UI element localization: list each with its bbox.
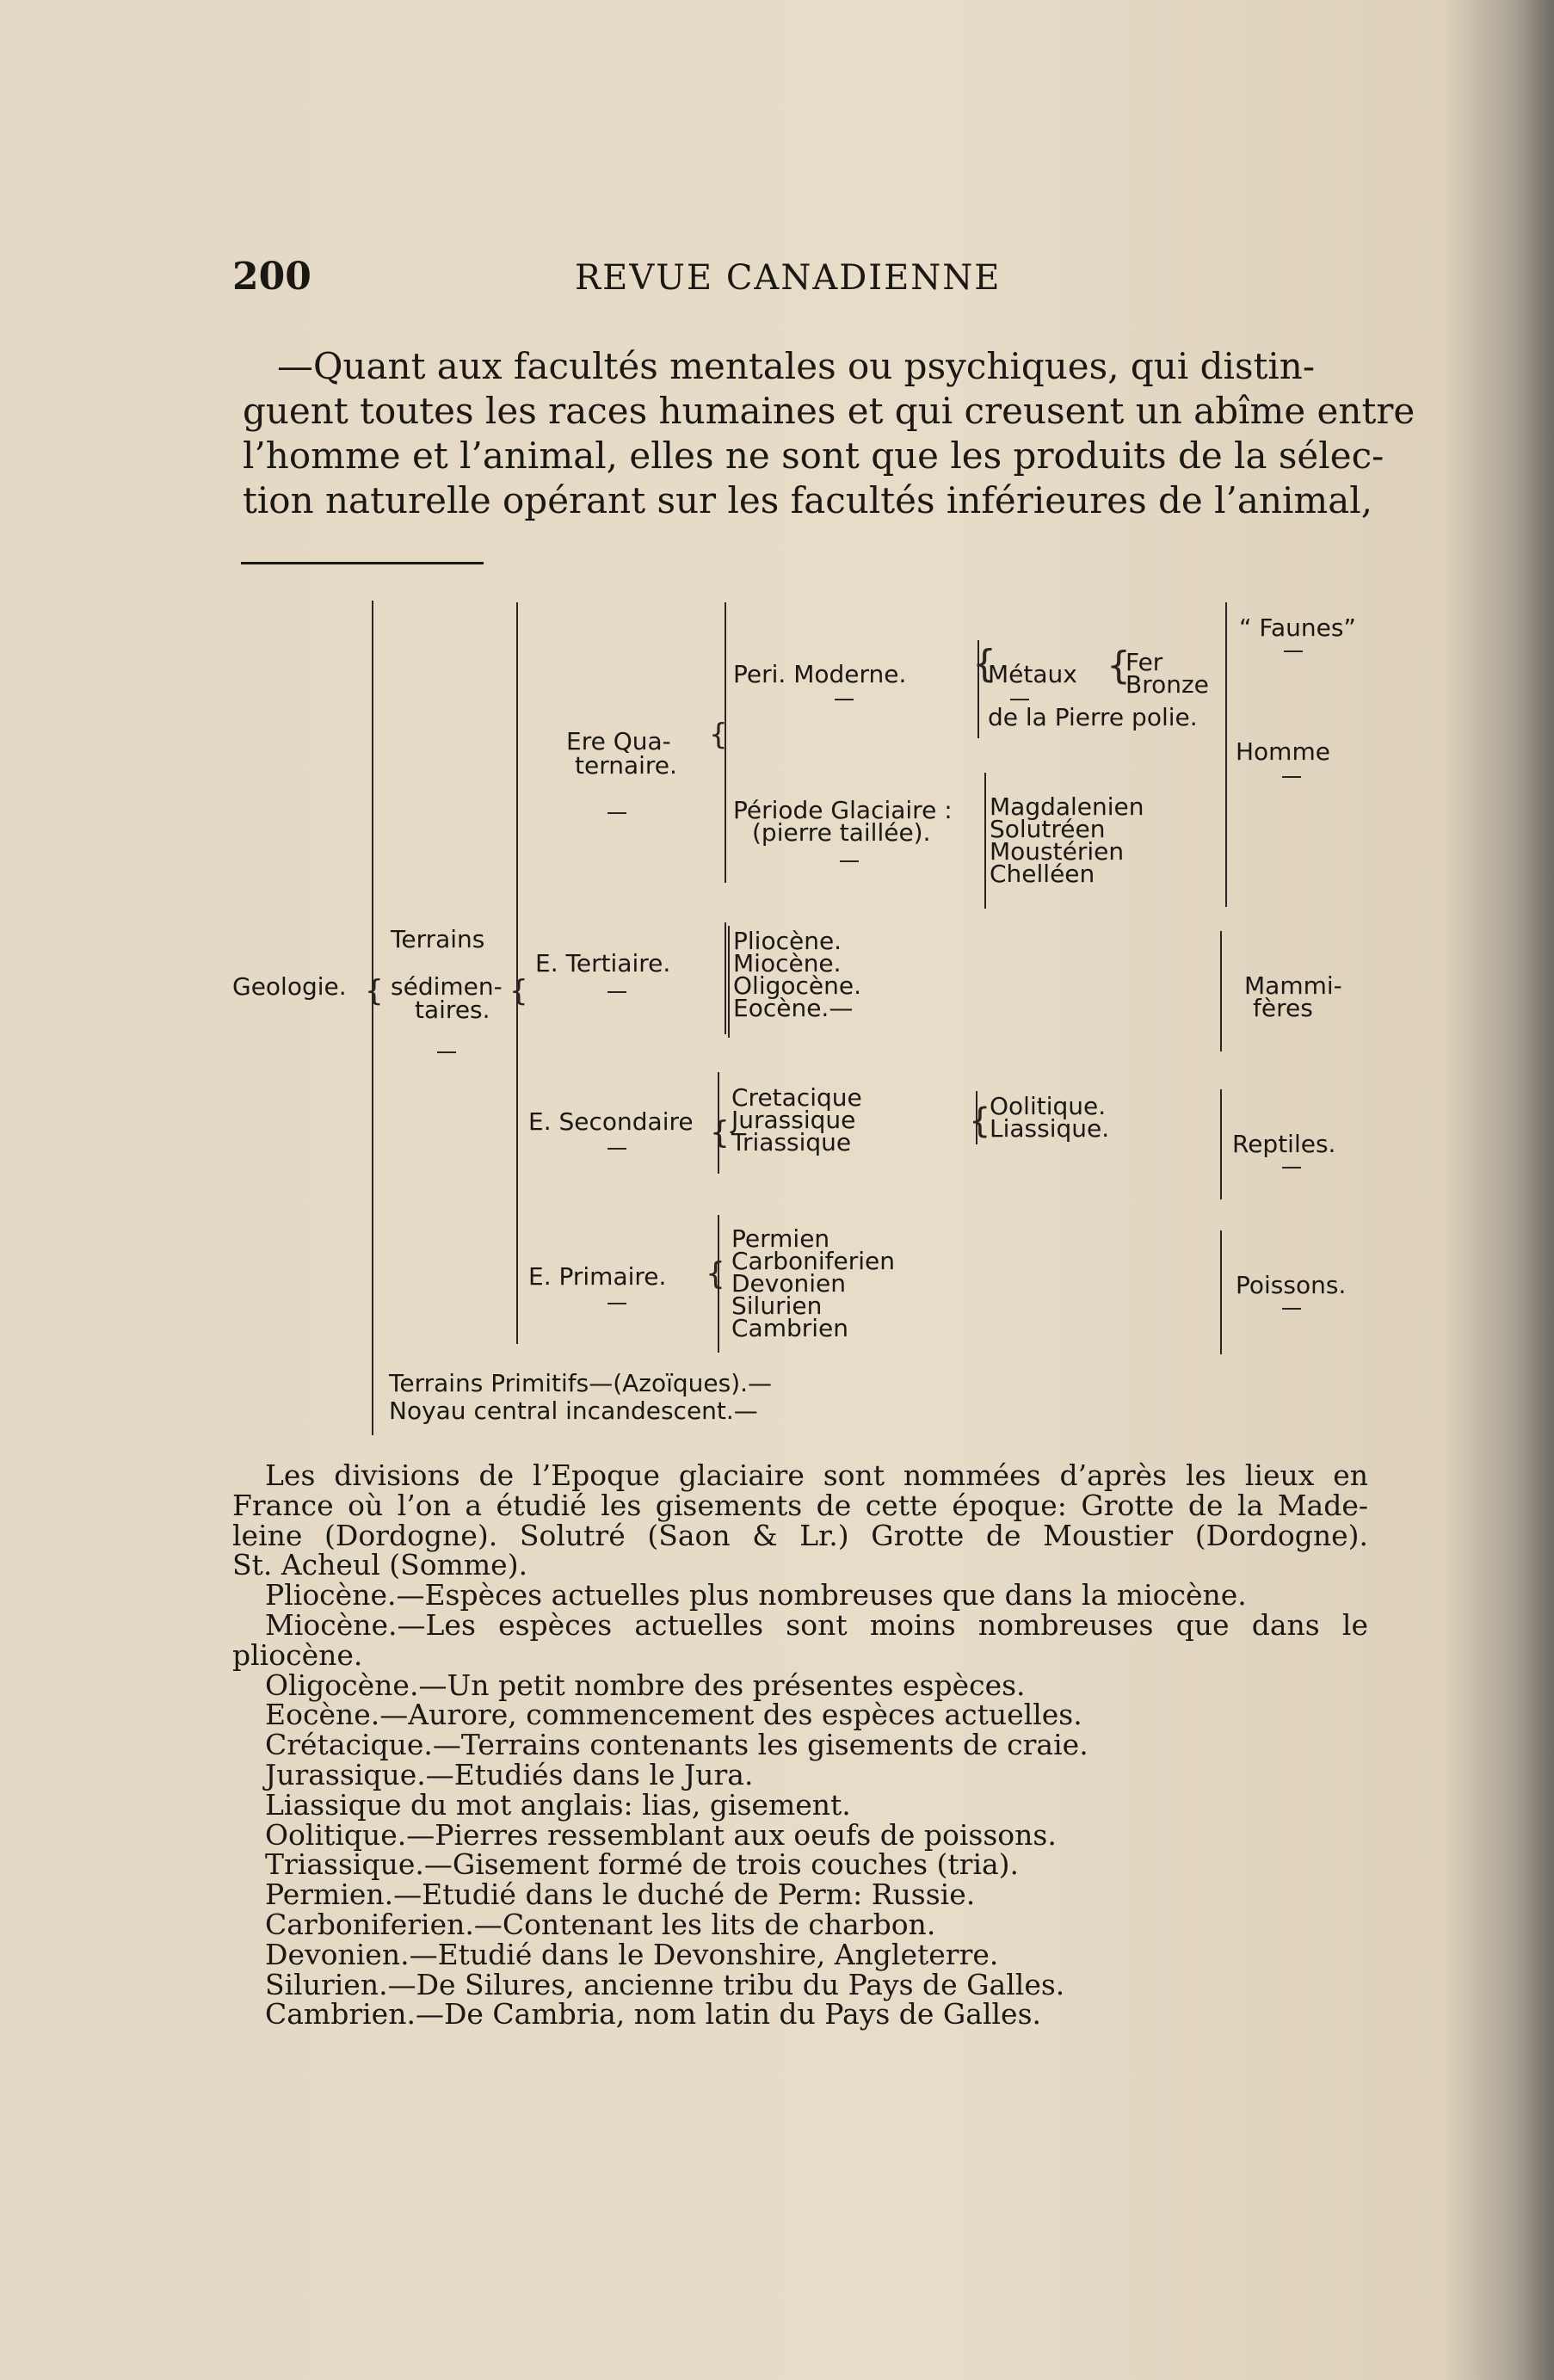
dash-mark: [1282, 1308, 1301, 1310]
primaire-period: Devonien: [731, 1269, 846, 1298]
dash-mark: [1282, 776, 1301, 778]
note-line: Silurien.—De Silures, ancienne tribu du Pays de Galles.: [265, 1967, 1065, 2001]
intro-line: l’homme et l’animal, elles ne sont que les produits de la sélec-: [243, 435, 1384, 477]
glaciaire-age: Moustérien: [990, 837, 1125, 866]
secondaire-sub: Oolitique.: [990, 1092, 1107, 1120]
mammiferes-label: Mammi-: [1244, 971, 1342, 1000]
note-line: leine (Dordogne). Solutré (Saon & Lr.) Grotte de Moustier (Dordogne).: [232, 1518, 1368, 1552]
faunes-bracket-line-3: [1220, 1089, 1222, 1199]
dash-mark: [607, 1303, 626, 1304]
note-line: Pliocène.—Espèces actuelles plus nombreuses que dans la miocène.: [265, 1578, 1247, 1612]
faunes-bracket-line-2: [1220, 931, 1222, 1051]
note-line: Devonien.—Etudié dans le Devonshire, Angleterre.: [265, 1937, 999, 1971]
primaire-period: Cambrien: [731, 1314, 849, 1342]
moderne-brace: {: [972, 642, 996, 686]
tertiaire-bracket-line: [725, 922, 726, 1034]
dash-mark: [1284, 650, 1303, 652]
note-line: France où l’on a étudié les gisements de cette époque: Grotte de la Made-: [232, 1488, 1368, 1522]
dash-mark: [1010, 699, 1029, 700]
secondaire-label: E. Secondaire: [528, 1107, 694, 1136]
dash-mark: [607, 812, 626, 814]
intro-line: guent toutes les races humaines et qui creusent un abîme entre: [243, 390, 1415, 432]
tertiaire-label: E. Tertiaire.: [535, 949, 671, 977]
glossary-notes: [232, 1458, 1368, 2032]
metaux-brace: {: [1107, 644, 1131, 687]
pierre-polie-label: de la Pierre polie.: [988, 703, 1198, 731]
tertiaire-period: Miocène.: [733, 949, 842, 977]
bronze-label: Bronze: [1125, 670, 1209, 699]
dash-mark: [840, 860, 859, 862]
primaire-label: E. Primaire.: [528, 1262, 667, 1291]
terrains-bracket-line: [516, 602, 518, 1344]
terrains-primitifs-label: Terrains Primitifs—(Azoïques).—: [389, 1369, 773, 1397]
note-line: Crétacique.—Terrains contenants les gisements de craie.: [265, 1728, 1088, 1762]
secondaire-sub: Liassique.: [990, 1114, 1110, 1143]
note-line: Triassique.—Gisement formé de trois couches (tria).: [265, 1847, 1020, 1882]
note-line: Carboniferien.—Contenant les lits de charbon.: [265, 1907, 936, 1941]
note-line: Liassique du mot anglais: lias, gisement.: [265, 1787, 851, 1822]
intro-paragraph: [243, 344, 1415, 523]
glaciaire-age: Solutréen: [990, 815, 1106, 843]
intro-line: —Quant aux facultés mentales ou psychiques, qui distin-: [277, 345, 1316, 387]
geologie-brace: {: [365, 974, 384, 1008]
glaciaire-label: (pierre taillée).: [752, 818, 931, 847]
terrains-brace: {: [509, 974, 528, 1008]
dash-mark: [1282, 1167, 1301, 1168]
primaire-brace: {: [706, 1256, 725, 1292]
faunes-label: “ Faunes”: [1239, 613, 1356, 642]
glaciaire-bracket-line: [984, 773, 986, 909]
note-line: Jurassique.—Etudiés dans le Jura.: [265, 1757, 754, 1791]
intro-line: tion naturelle opérant sur les facultés inférieures de l’animal,: [243, 479, 1373, 521]
quaternaire-label: Ere Qua-: [566, 727, 671, 755]
dash-mark: [835, 699, 854, 700]
metaux-label: Métaux: [988, 660, 1077, 688]
primaire-period: Silurien: [731, 1292, 823, 1320]
terrains-label: Terrains: [391, 925, 485, 953]
mammiferes-label: fères: [1253, 994, 1313, 1022]
tertiaire-period: Eocène.—: [733, 994, 854, 1022]
reptiles-label: Reptiles.: [1232, 1130, 1336, 1158]
tertiaire-period-bracket-line: [728, 926, 730, 1038]
note-line: Cambrien.—De Cambria, nom latin du Pays de Galles.: [265, 1997, 1042, 2032]
homme-label: Homme: [1236, 737, 1330, 766]
note-line: Oolitique.—Pierres ressemblant aux oeufs de poissons.: [265, 1817, 1057, 1852]
page-number: 200: [232, 255, 311, 299]
secondaire-period: Jurassique: [731, 1106, 856, 1134]
faunes-bracket-line-1: [1225, 602, 1227, 907]
oolitique-brace: {: [969, 1101, 991, 1141]
secondaire-brace: {: [710, 1115, 730, 1150]
terrains-label: sédimen-: [391, 972, 503, 1001]
fer-label: Fer: [1125, 648, 1163, 676]
secondaire-period: Triassique: [731, 1128, 852, 1156]
note-line: Oligocène.—Un petit nombre des présentes espèces.: [265, 1668, 1026, 1702]
faunes-bracket-line-4: [1220, 1230, 1222, 1354]
dash-mark: [437, 1051, 456, 1053]
note-line: pliocène.: [232, 1637, 363, 1672]
glaciaire-label: Période Glaciaire :: [733, 796, 953, 824]
poissons-label: Poissons.: [1236, 1271, 1347, 1299]
glaciaire-age: Chelléen: [990, 860, 1095, 888]
primaire-period: Carboniferien: [731, 1247, 895, 1275]
moderne-label: Peri. Moderne.: [733, 660, 907, 688]
secondaire-period: Cretacique: [731, 1083, 862, 1112]
noyau-label: Noyau central incandescent.—: [389, 1397, 758, 1425]
primaire-period: Permien: [731, 1224, 830, 1253]
glaciaire-age: Magdalenien: [990, 792, 1144, 821]
dash-mark: [607, 1148, 626, 1150]
journal-title: REVUE CANADIENNE: [575, 258, 1002, 298]
note-line: Miocène.—Les espèces actuelles sont moins nombreuses que dans le: [265, 1607, 1368, 1642]
tertiaire-period: Pliocène.: [733, 927, 842, 955]
geologie-bracket-line: [372, 601, 373, 1435]
quaternaire-label: ternaire.: [575, 751, 677, 780]
note-line: Les divisions de l’Epoque glaciaire sont nommées d’après les lieux en: [265, 1458, 1368, 1492]
geologie-label: Geologie.: [232, 972, 347, 1001]
section-divider: [241, 562, 484, 564]
tertiaire-period: Oligocène.: [733, 971, 861, 1000]
note-line: St. Acheul (Somme).: [232, 1548, 528, 1582]
note-line: Permien.—Etudié dans le duché de Perm: Russie.: [265, 1877, 976, 1912]
quaternaire-brace: {: [709, 718, 728, 752]
note-line: Eocène.—Aurore, commencement des espèces actuelles.: [265, 1698, 1082, 1732]
terrains-label: taires.: [415, 996, 490, 1024]
dash-mark: [607, 991, 626, 993]
